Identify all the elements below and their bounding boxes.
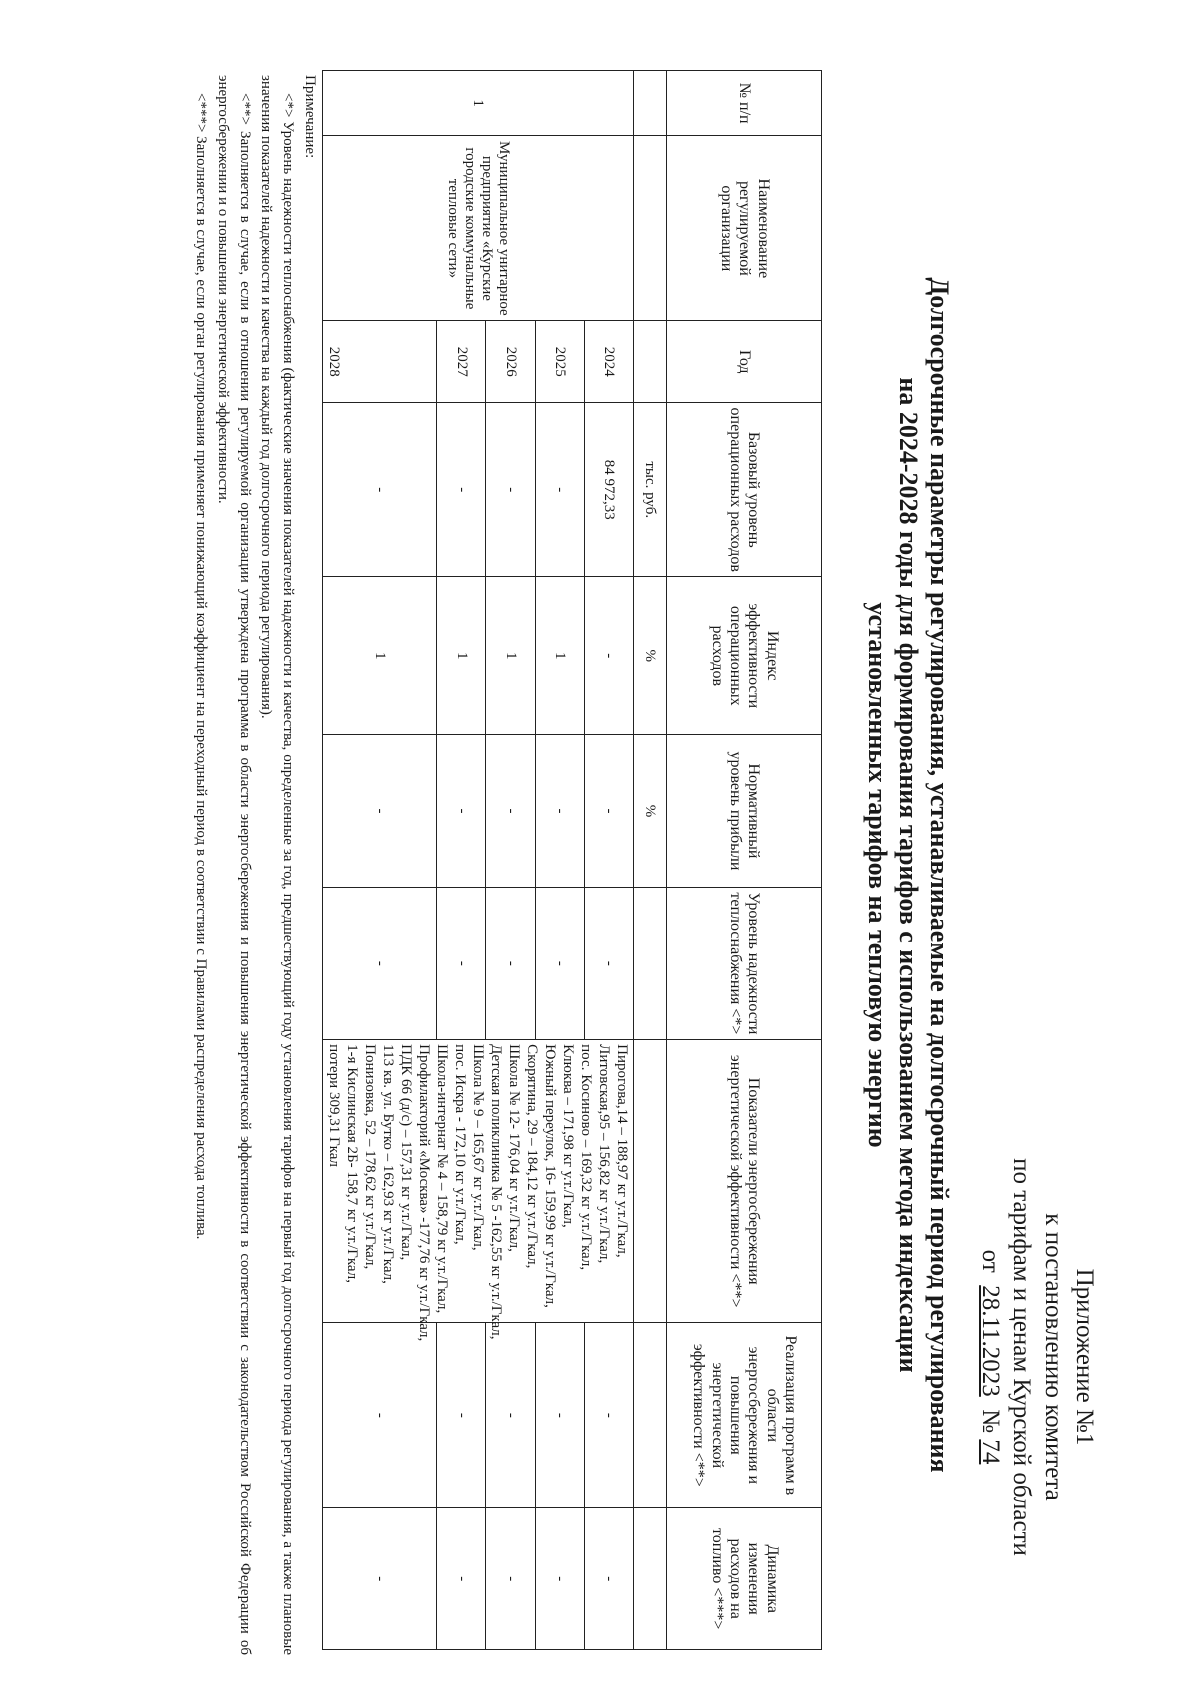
energy-line: Школа № 9 – 165,67 кг у.т./Гкал, [470,1044,486,1251]
footnote-2: <**> Заполняется в случае, если в отношении регулируемой организации утверждена программа в области энергосбережения и повышения энергетической эффективности в соответствии с законодательством Российской Федерации об энергосбережении и о повышении энергетической эффективности. [215,75,253,1655]
profit-cell: - [323,735,437,887]
appendix-date-line [975,1077,1006,1637]
energy-line: Пирогова,14 – 188,97 кг у.т./Гкал, [614,1044,630,1258]
year-cell: 2028 [323,321,437,403]
fuel-cell: - [486,1508,535,1650]
title-line: на 2024-2028 годы для формирования тарифов с использованием метода индексации [893,377,923,1373]
index-cell: 1 [323,577,437,735]
appendix-line: по тарифам и ценам Курской области [1008,1158,1036,1556]
header-program: Реализация программ в области энергосбережения и повышения энергетической эффективности <**> [667,1323,822,1508]
reliability-cell: - [584,887,633,1039]
reliability-cell: - [486,887,535,1039]
energy-line: Школа-интернат № 4 – 158,79 кг у.т./Гкал, [434,1044,450,1314]
program-cell: - [486,1323,535,1508]
profit-cell: - [584,735,633,887]
decree-number: 74 [977,1439,1005,1465]
reliability-cell: - [323,887,437,1039]
unit-cell [634,1508,667,1650]
index-cell: 1 [535,577,584,735]
program-cell: - [584,1323,633,1508]
base-cell: 84 972,33 [584,403,633,577]
fuel-cell: - [437,1508,486,1650]
program-cell: - [323,1323,437,1508]
unit-cell [634,321,667,403]
base-cell: - [437,403,486,577]
energy-line: Школа № 12- 176,04 кг у.т./Гкал, [506,1044,522,1252]
energy-line: Южный переулок, 16- 159,99 кг у.т./Гкал, [542,1044,558,1308]
document-title [861,270,955,1480]
profit-cell: - [437,735,486,887]
header-fuel: Динамика изменения расходов на топливо <***> [667,1508,822,1650]
footnotes [190,75,321,1655]
header-energy: Показатели энергосбережения энергетической эффективности <**> [667,1040,822,1323]
reliability-cell: - [437,887,486,1039]
energy-line: 113 кв. ул. Бутко – 162,93 кг у.т./Гкал, [380,1044,396,1284]
units-row [634,71,667,1650]
base-cell: - [535,403,584,577]
appendix-line: к постановлению комитета [1039,1213,1067,1501]
year-cell: 2025 [535,321,584,403]
fuel-cell: - [535,1508,584,1650]
energy-line: потери 309,31 Гкал [326,1044,342,1167]
unit-index: % [634,577,667,735]
base-cell: - [323,403,437,577]
energy-indicators [323,1040,634,1342]
fuel-cell: - [584,1508,633,1650]
title-line: установленных тарифов на тепловую энергию [862,602,892,1148]
index-cell: 1 [486,577,535,735]
index-cell: 1 [437,577,486,735]
energy-line: Понизовка, 52 – 178,62 кг у.т./Гкал, [362,1044,378,1270]
header-profit: Нормативный уровень прибыли [667,735,822,887]
footnote-1: <*> Уровень надежности теплоснабжения (фактические значения показателей надежности и качества, определенные за год, предшествующий году установления тарифов на первый год долгосрочного периода регулирования, а также плановые значения показателей надежности и качества на каждый год долгосрочного периода регулирования). [258,75,297,1655]
unit-profit: % [634,735,667,887]
energy-line: Литовская,95 – 156,82 кг у.т./Гкал, [596,1044,612,1264]
energy-line: ПДК 66 (д/с) – 157,31 кг у.т./Гкал, [398,1044,414,1261]
year-cell: 2024 [584,321,633,403]
index-cell: - [584,577,633,735]
footnote-3: <***> Заполняется в случае, если орган регулирования применяет понижающий коэффициент на переходный период в соответствии с Правилами распределения расхода топлива. [193,93,210,1240]
header-year: Год [667,321,822,403]
header-reliability: Уровень надежности теплоснабжения <*> [667,887,822,1039]
profit-cell: - [535,735,584,887]
energy-line: Скорятина, 29 – 184,12 кг у.т./Гкал, [524,1044,540,1269]
decree-date: 28.11.2023 [977,1285,1005,1397]
header-base: Базовый уровень операционных расходов [667,403,822,577]
org-name: Муниципальное унитарное предприятие «Курские городские коммунальные тепловые сети» [323,136,634,321]
appendix-header [975,1077,1100,1637]
date-prefix: от [977,1249,1005,1273]
unit-base: тыс. руб. [634,403,667,577]
energy-line: Детская поликлиника № 5 -162,55 кг у.т./Гкал, [488,1044,504,1340]
row-number: 1 [323,71,634,136]
energy-line: Клюква – 171,98 кг у.т./Гкал, [560,1044,576,1228]
header-org: Наименование регулируемой организации [667,136,822,321]
energy-line: пос. Косиново – 169,32 кг у.т./Гкал, [578,1044,594,1271]
appendix-title: Приложение №1 [1071,1268,1098,1446]
profit-cell: - [486,735,535,887]
header-num: № п/п [667,71,822,136]
title-line: Долгосрочные параметры регулирования, устанавливаемые на долгосрочный период регулирования [925,277,954,1473]
notes-heading: Примечание: [302,75,318,159]
number-prefix: № [977,1409,1005,1434]
energy-line: пос. Искра - 172,10 кг у.т./Гкал, [452,1044,468,1245]
energy-line: 1-я Кислинская 2Б- 158,7 кг у.т./Гкал, [344,1044,360,1283]
table-header-row [667,71,822,1650]
fuel-cell: - [323,1508,437,1650]
program-cell: - [535,1323,584,1508]
unit-cell [634,1323,667,1508]
unit-cell [634,136,667,321]
unit-cell [634,887,667,1039]
program-cell: - [437,1323,486,1508]
parameters-table [322,70,822,1650]
base-cell: - [486,403,535,577]
reliability-cell: - [535,887,584,1039]
energy-line: Профилакторий «Москва» -177,76 кг у.т./Гкал, [416,1044,432,1342]
year-cell: 2026 [486,321,535,403]
unit-cell [634,1040,667,1323]
unit-cell [634,71,667,136]
header-index: Индекс эффективности операционных расходов [667,577,822,735]
year-cell: 2027 [437,321,486,403]
table-row [584,71,633,1650]
